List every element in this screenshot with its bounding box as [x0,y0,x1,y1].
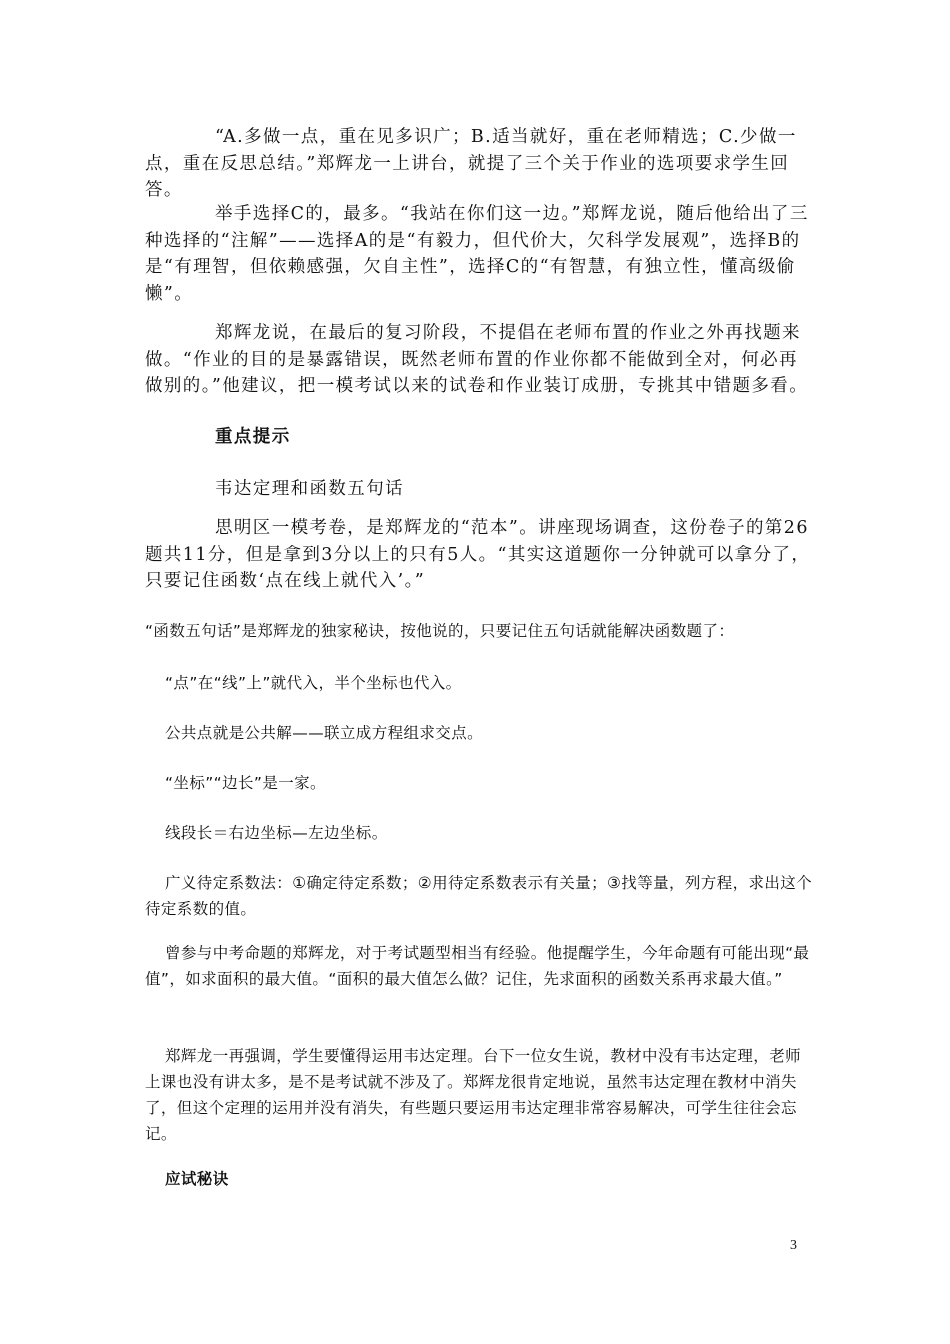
heading-exam-tips: 应试秘诀 [165,1170,229,1188]
paragraph-max-value: 曾参与中考命题的郑辉龙，对于考试题型相当有经验。他提醒学生，今年命题有可能出现“最值”，如求面积的最大值。“面积的最大值怎么做？记住，先求面积的函数关系再求最大值。” [145,944,810,988]
rule-common-point: 公共点就是公共解——联立成方程组求交点。 [165,724,484,742]
rule-point-on-line: “点”在“线”上”就代入，半个坐标也代入。 [165,674,462,692]
rule-undetermined-coefficients: 广义待定系数法：①确定待定系数；②用待定系数表示有关量；③找等量，列方程，求出这个待定系数的值。 [145,874,813,918]
paragraph-choice-c-annotation: 举手选择C的，最多。“我站在你们这一边。”郑辉龙说，随后他给出了三种选择的“注解”——选择A的是“有毅力，但代价大，欠科学发展观”，选择B的是“有理智，但依赖感强，欠自主性”，选择C的“有智慧，有独立性，懂高级偷懒”。 [145,204,809,304]
paragraph-homework-options: “A.多做一点，重在见多识广；B.适当就好，重在老师精选；C.少做一点，重在反思总结。”郑辉龙一上讲台，就提了三个关于作业的选项要求学生回答。 [145,127,797,200]
paragraph-review-advice: 郑辉龙说，在最后的复习阶段，不提倡在老师布置的作业之外再找题来做。“作业的目的是暴露错误，既然老师布置的作业你都不能做到全对，何必再做别的。”他建议，把一模考试以来的试卷和作业装订成册，专挑其中错题多看。 [145,323,809,396]
paragraph-five-sentences-intro: “函数五句话”是郑辉龙的独家秘诀，按他说的，只要记住五句话就能解决函数题了： [145,622,735,640]
rule-segment-length: 线段长＝右边坐标—左边坐标。 [165,824,388,842]
paragraph-exam-sample: 思明区一模考卷，是郑辉龙的“范本”。讲座现场调查，这份卷子的第26题共11分，但是拿到3分以上的只有5人。“其实这道题你一分钟就可以拿分了，只要记住函数‘点在线上就代入’。” [145,518,811,591]
heading-key-tips: 重点提示 [215,427,291,447]
rule-coordinate-side: “坐标”“边长”是一家。 [165,774,326,792]
paragraph-vieta-theorem: 郑辉龙一再强调，学生要懂得运用韦达定理。台下一位女生说，教材中没有韦达定理，老师上课也没有讲太多，是不是考试就不涉及了。郑辉龙很肯定地说，虽然韦达定理在教材中消失了，但这个定理的运用并没有消失，有些题只要运用韦达定理非常容易解决，可学生往往会忘记。 [145,1047,802,1143]
subheading-vieta-functions: 韦达定理和函数五句话 [215,479,404,499]
page-number: 3 [790,1238,797,1253]
